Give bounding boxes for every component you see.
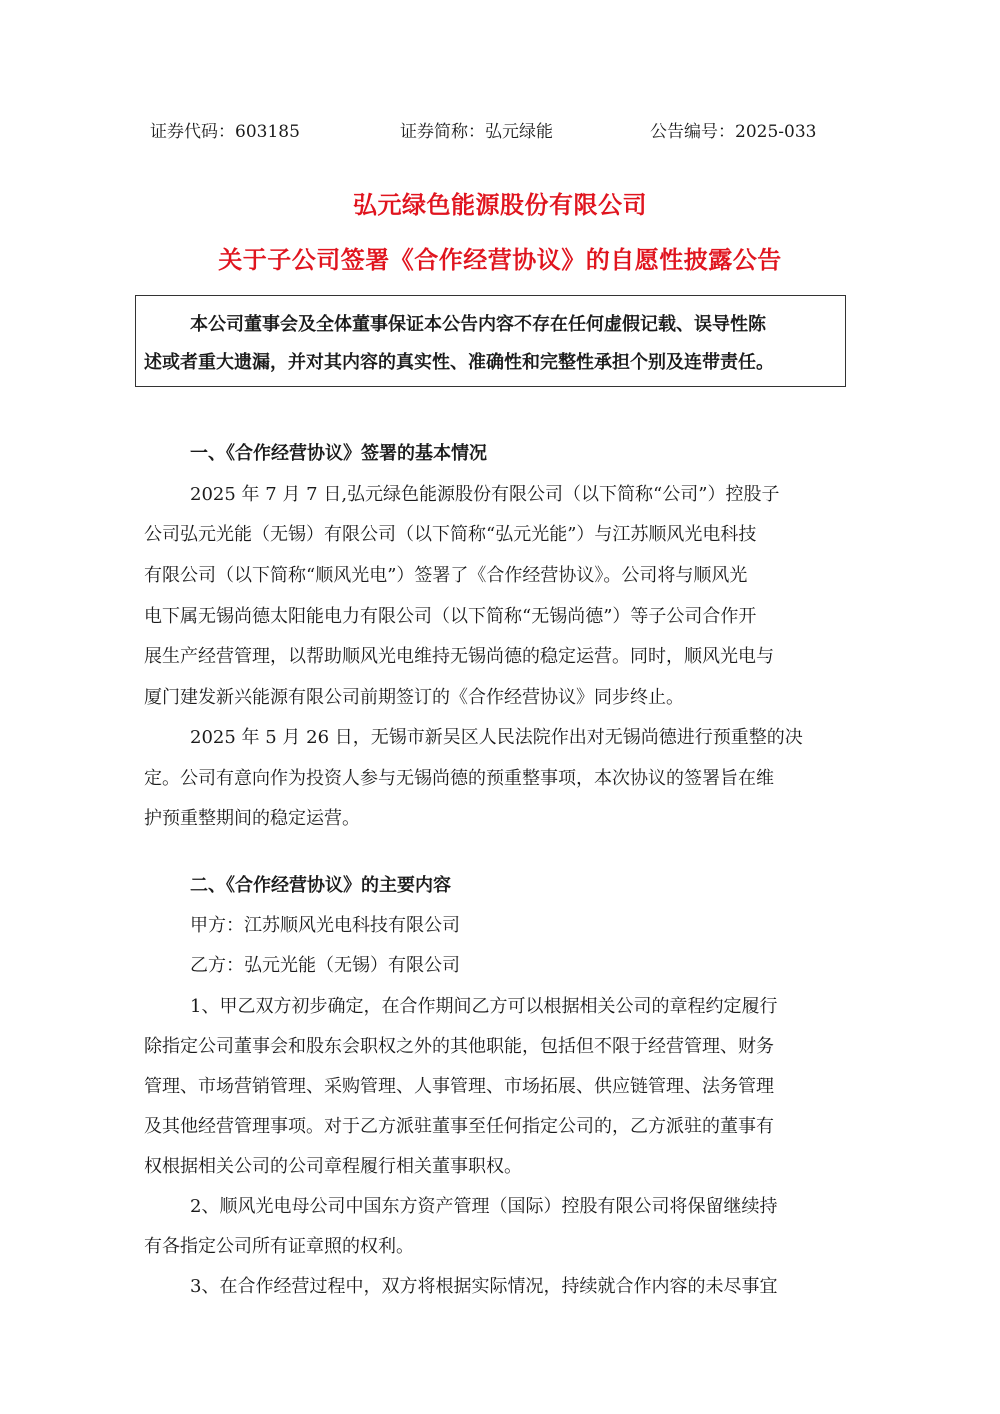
paragraph-line: 3、在合作经营过程中，双方将根据实际情况，持续就合作内容的未尽事宜 bbox=[190, 1276, 778, 1297]
header-row bbox=[150, 118, 850, 146]
statement-line-1: 本公司董事会及全体董事保证本公告内容不存在任何虚假记载、误导性陈 bbox=[190, 314, 766, 335]
paragraph-line: 有限公司（以下简称“顺风光电”）签署了《合作经营协议》。公司将与顺风光 bbox=[144, 565, 748, 586]
paragraph-line: 2025 年 5 月 26 日，无锡市新吴区人民法院作出对无锡尚德进行预重整的决 bbox=[190, 727, 803, 748]
paragraph-line: 电下属无锡尚德太阳能电力有限公司（以下简称“无锡尚德”）等子公司合作开 bbox=[144, 606, 757, 627]
paragraph-line: 管理、市场营销管理、采购管理、人事管理、市场拓展、供应链管理、法务管理 bbox=[144, 1076, 774, 1097]
party-a: 甲方：江苏顺风光电科技有限公司 bbox=[190, 915, 460, 936]
notice-number: 公告编号：2025-033 bbox=[650, 122, 817, 142]
announcement-title: 关于子公司签署《合作经营协议》的自愿性披露公告 bbox=[218, 246, 782, 274]
company-title: 弘元绿色能源股份有限公司 bbox=[353, 191, 647, 219]
paragraph-line: 公司弘元光能（无锡）有限公司（以下简称“弘元光能”）与江苏顺风光电科技 bbox=[144, 524, 757, 545]
paragraph-line: 有各指定公司所有证章照的权利。 bbox=[144, 1236, 414, 1257]
section1-heading: 一、《合作经营协议》签署的基本情况 bbox=[190, 443, 487, 464]
stock-code: 证券代码：603185 bbox=[150, 122, 300, 142]
paragraph-line: 除指定公司董事会和股东会职权之外的其他职能，包括但不限于经营管理、财务 bbox=[144, 1036, 774, 1057]
paragraph-line: 权根据相关公司的公司章程履行相关董事职权。 bbox=[144, 1156, 522, 1177]
paragraph-line: 厦门建发新兴能源有限公司前期签订的《合作经营协议》同步终止。 bbox=[144, 687, 684, 708]
paragraph-line: 2、顺风光电母公司中国东方资产管理（国际）控股有限公司将保留继续持 bbox=[190, 1196, 778, 1217]
paragraph-line: 护预重整期间的稳定运营。 bbox=[144, 808, 360, 829]
paragraph-line: 2025 年 7 月 7 日,弘元绿色能源股份有限公司（以下简称“公司”）控股子 bbox=[190, 484, 780, 505]
party-b: 乙方：弘元光能（无锡）有限公司 bbox=[190, 955, 460, 976]
statement-box bbox=[135, 295, 846, 387]
statement-line-2: 述或者重大遗漏，并对其内容的真实性、准确性和完整性承担个别及连带责任。 bbox=[144, 352, 774, 373]
paragraph-line: 定。公司有意向作为投资人参与无锡尚德的预重整事项，本次协议的签署旨在维 bbox=[144, 768, 774, 789]
paragraph-line: 及其他经营管理事项。对于乙方派驻董事至任何指定公司的，乙方派驻的董事有 bbox=[144, 1116, 774, 1137]
section2-heading: 二、《合作经营协议》的主要内容 bbox=[190, 875, 451, 896]
paragraph-line: 展生产经营管理，以帮助顺风光电维持无锡尚德的稳定运营。同时，顺风光电与 bbox=[144, 646, 774, 667]
paragraph-line: 1、甲乙双方初步确定，在合作期间乙方可以根据相关公司的章程约定履行 bbox=[190, 996, 778, 1017]
stock-abbreviation: 证券简称：弘元绿能 bbox=[400, 122, 553, 142]
